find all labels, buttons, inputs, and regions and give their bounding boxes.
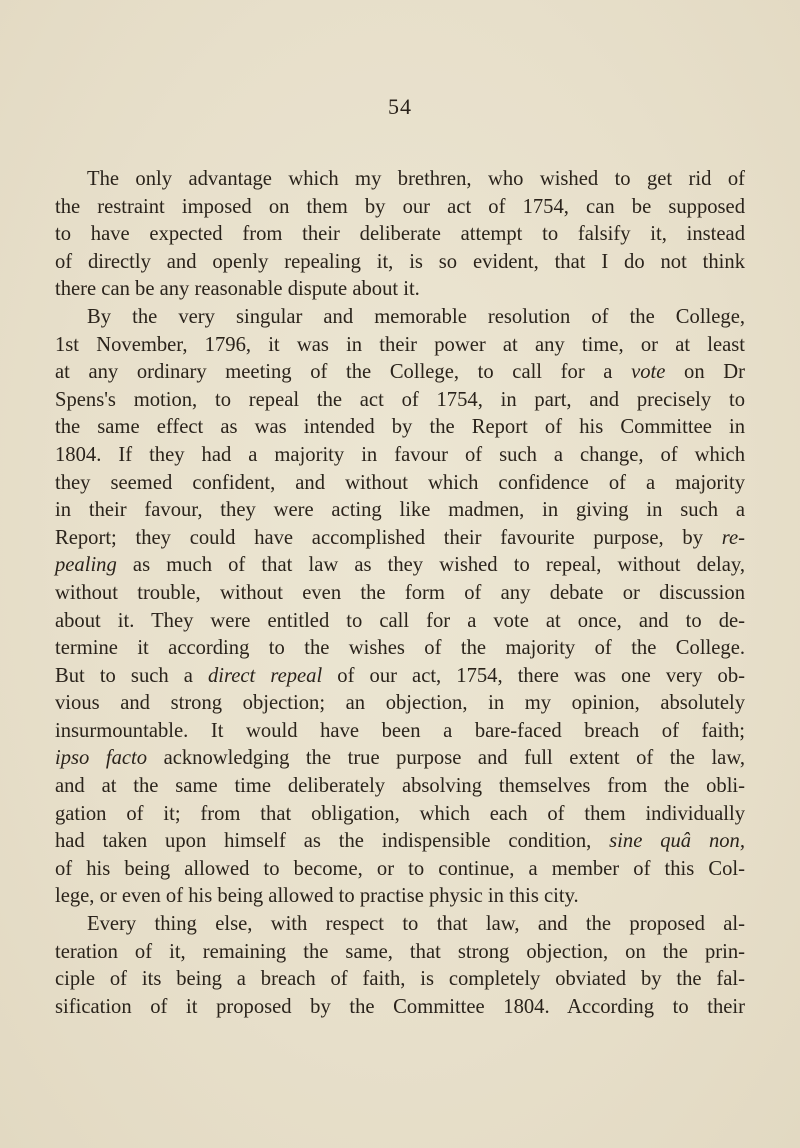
text-line bbox=[55, 525, 745, 553]
text-line bbox=[55, 608, 745, 636]
text-line bbox=[55, 690, 745, 718]
text-segment: acknowledging the true purpose and full extent of the law, bbox=[147, 747, 746, 770]
text-segment: But to such a bbox=[55, 664, 208, 687]
text-line bbox=[55, 718, 745, 746]
text-line bbox=[55, 552, 745, 580]
page-number: 54 bbox=[388, 94, 412, 119]
text-segment: vious and strong objection; an objection, in my opinion, absolutely bbox=[55, 692, 745, 715]
text-line bbox=[55, 773, 745, 801]
text-segment: Report; they could have accomplished their favourite purpose, by bbox=[55, 526, 722, 549]
text-line bbox=[55, 221, 745, 249]
text-segment: of our act, 1754, there was one very ob- bbox=[322, 664, 745, 687]
text-segment: had taken upon himself as the indispensible condition, bbox=[55, 830, 610, 853]
text-line bbox=[55, 663, 745, 691]
text-segment: teration of it, remaining the same, that strong objection, on the prin- bbox=[55, 940, 745, 963]
italic-phrase: vote bbox=[631, 361, 666, 384]
text-line bbox=[55, 359, 745, 387]
text-segment: insurmountable. It would have been a bare-faced breach of faith; bbox=[55, 719, 745, 742]
text-segment: the same effect as was intended by the Report of his Committee in bbox=[55, 416, 745, 439]
text-segment: 1804. If they had a majority in favour of such a change, of which bbox=[55, 443, 745, 466]
text-line bbox=[55, 470, 745, 498]
text-line bbox=[55, 414, 745, 442]
text-segment: on Dr bbox=[665, 361, 745, 384]
italic-phrase: pealing bbox=[55, 554, 117, 577]
italic-phrase: sine quâ non, bbox=[609, 830, 745, 853]
text-line bbox=[55, 304, 745, 332]
text-segment: about it. They were entitled to call for a vote at once, and to de- bbox=[55, 609, 745, 632]
text-line bbox=[55, 194, 745, 222]
text-line bbox=[55, 994, 745, 1022]
text-segment: of his being allowed to become, or to continue, a member of this Col- bbox=[55, 857, 745, 880]
text-segment: at any ordinary meeting of the College, to call for a bbox=[55, 361, 632, 384]
text-segment: Spens's motion, to repeal the act of 1754, in part, and precisely to bbox=[55, 388, 745, 411]
body-text bbox=[55, 166, 745, 1021]
text-line bbox=[55, 635, 745, 663]
text-line bbox=[55, 828, 745, 856]
text-line bbox=[55, 276, 745, 304]
text-segment: in their favour, they were acting like madmen, in giving in such a bbox=[55, 499, 745, 522]
text-line bbox=[55, 883, 745, 911]
text-segment: there can be any reasonable dispute about it. bbox=[55, 278, 420, 301]
text-line bbox=[55, 856, 745, 884]
text-segment: the restraint imposed on them by our act of 1754, can be supposed bbox=[55, 195, 745, 218]
text-segment: of directly and openly repealing it, is so evident, that I do not think bbox=[55, 250, 745, 273]
text-segment: they seemed confident, and without which confidence of a majority bbox=[55, 471, 745, 494]
text-line bbox=[55, 442, 745, 470]
text-segment: gation of it; from that obligation, which each of them individually bbox=[55, 802, 745, 825]
text-segment: 1st November, 1796, it was in their power at any time, or at least bbox=[55, 333, 745, 356]
text-line bbox=[55, 745, 745, 773]
text-segment: Every thing else, with respect to that law, and the proposed al- bbox=[87, 913, 745, 936]
text-line bbox=[55, 497, 745, 525]
text-line bbox=[55, 249, 745, 277]
italic-phrase: direct repeal bbox=[208, 664, 323, 687]
text-segment: without trouble, without even the form of any debate or discussion bbox=[55, 581, 745, 604]
italic-phrase: re- bbox=[721, 526, 745, 549]
text-segment: ciple of its being a breach of faith, is completely obviated by the fal- bbox=[55, 968, 745, 991]
text-line bbox=[55, 166, 745, 194]
text-line bbox=[55, 939, 745, 967]
text-line bbox=[55, 580, 745, 608]
text-segment: as much of that law as they wished to repeal, without delay, bbox=[116, 554, 745, 577]
text-segment: The only advantage which my brethren, who wished to get rid of bbox=[87, 168, 745, 190]
text-line bbox=[55, 911, 745, 939]
text-segment: By the very singular and memorable resolution of the College, bbox=[87, 305, 745, 328]
text-segment: termine it according to the wishes of the majority of the College. bbox=[55, 637, 745, 660]
italic-phrase: ipso facto bbox=[55, 747, 148, 770]
text-segment: lege, or even of his being allowed to practise physic in this city. bbox=[55, 885, 579, 908]
text-segment: sification of it proposed by the Committee 1804. According to their bbox=[55, 995, 745, 1018]
text-line bbox=[55, 801, 745, 829]
text-segment: and at the same time deliberately absolving themselves from the obli- bbox=[55, 775, 745, 798]
text-line bbox=[55, 966, 745, 994]
text-segment: to have expected from their deliberate attempt to falsify it, instead bbox=[55, 223, 745, 246]
text-line bbox=[55, 332, 745, 360]
text-line bbox=[55, 387, 745, 415]
